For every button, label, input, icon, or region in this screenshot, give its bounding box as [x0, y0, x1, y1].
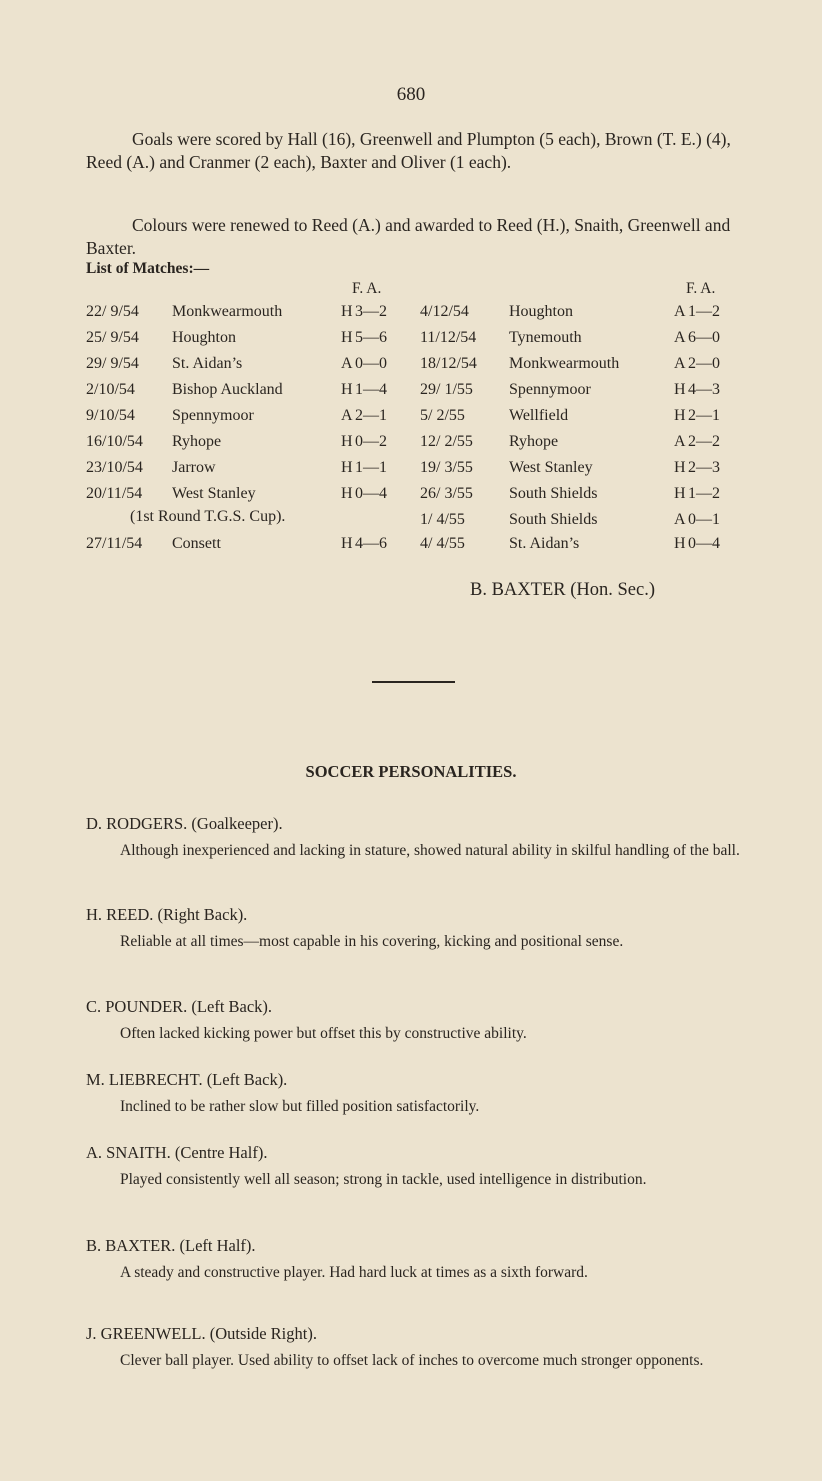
- match-opponent: Jarrow: [172, 459, 216, 476]
- personality-description: A steady and constructive player. Had hard luck at times as a sixth forward.: [120, 1264, 588, 1281]
- match-score: 6—0: [688, 329, 720, 346]
- list-title: List of Matches:—: [86, 260, 210, 277]
- match-row: [0, 355, 822, 379]
- match-row: [0, 433, 822, 457]
- personality-entry: [86, 1324, 746, 1371]
- match-venue: H: [341, 433, 353, 450]
- match-venue: A: [341, 355, 353, 372]
- match-opponent: St. Aidan’s: [509, 535, 580, 552]
- goals-paragraph: Goals were scored by Hall (16), Greenwell and Plumpton (5 each), Brown (T. E.) (4), Reed (A.) and Cranmer (2 each), Baxter and Oliver (1 each).: [86, 129, 731, 172]
- match-venue: H: [674, 535, 686, 552]
- match-date: 2/10/54: [86, 381, 135, 398]
- match-opponent: Ryhope: [172, 433, 222, 450]
- match-venue: H: [341, 381, 353, 398]
- personality-description: Inclined to be rather slow but filled position satisfactorily.: [120, 1098, 480, 1115]
- match-venue: H: [341, 535, 353, 552]
- match-date: 20/11/54: [86, 485, 143, 502]
- match-opponent: Monkwearmouth: [172, 303, 283, 320]
- match-score: 2—1: [688, 407, 720, 424]
- match-row: [0, 381, 822, 405]
- match-venue: H: [341, 459, 353, 476]
- match-opponent: Wellfield: [509, 407, 569, 424]
- match-score: 2—3: [688, 459, 720, 476]
- match-venue: A: [674, 329, 686, 346]
- match-opponent: Spennymoor: [172, 407, 254, 424]
- match-opponent: West Stanley: [172, 485, 256, 502]
- match-opponent: Houghton: [509, 303, 573, 320]
- match-date: 29/ 1/55: [420, 381, 473, 398]
- match-venue: A: [674, 433, 686, 450]
- match-venue: A: [341, 407, 353, 424]
- personality-name: B. BAXTER. (Left Half).: [86, 1236, 256, 1255]
- match-date: 5/ 2/55: [420, 407, 465, 424]
- match-venue: A: [674, 303, 686, 320]
- personality-name: H. REED. (Right Back).: [86, 905, 248, 924]
- match-row: [0, 511, 822, 535]
- match-score: 1—1: [355, 459, 387, 476]
- personality-name: A. SNAITH. (Centre Half).: [86, 1143, 268, 1162]
- match-opponent: Monkwearmouth: [509, 355, 620, 372]
- match-score: 4—6: [355, 535, 387, 552]
- personality-description: Clever ball player. Used ability to offset lack of inches to overcome much stronger opponents.: [120, 1352, 704, 1369]
- match-row: [0, 407, 822, 431]
- match-score: 1—2: [688, 485, 720, 502]
- cup-note: (1st Round T.G.S. Cup).: [130, 508, 286, 525]
- match-date: 29/ 9/54: [86, 355, 139, 372]
- match-date: 26/ 3/55: [420, 485, 473, 502]
- match-score: 0—4: [355, 485, 387, 502]
- section-heading: SOCCER PERSONALITIES.: [305, 762, 517, 781]
- match-opponent: Houghton: [172, 329, 236, 346]
- match-opponent: Consett: [172, 535, 221, 552]
- personality-entry: [86, 1070, 746, 1117]
- match-date: 25/ 9/54: [86, 329, 139, 346]
- match-row: [0, 459, 822, 483]
- match-score: 4—3: [688, 381, 720, 398]
- personality-name: M. LIEBRECHT. (Left Back).: [86, 1070, 288, 1089]
- personality-entry: [86, 814, 746, 861]
- match-date: 4/ 4/55: [420, 535, 465, 552]
- personality-entry: [86, 1143, 746, 1190]
- personality-entry: [86, 1236, 746, 1283]
- column-header-left: F. A.: [352, 280, 382, 297]
- match-venue: H: [674, 407, 686, 424]
- match-row: [0, 485, 822, 509]
- match-score: 5—6: [355, 329, 387, 346]
- column-header-right: F. A.: [686, 280, 716, 297]
- match-date: 1/ 4/55: [420, 511, 465, 528]
- page-number: 680: [396, 84, 426, 105]
- match-date: 23/10/54: [86, 459, 143, 476]
- personality-description: Reliable at all times—most capable in his covering, kicking and positional sense.: [120, 933, 624, 950]
- match-venue: H: [674, 381, 686, 398]
- match-date: 9/10/54: [86, 407, 135, 424]
- match-date: 27/11/54: [86, 535, 143, 552]
- personality-entry: [86, 997, 746, 1044]
- match-row: [0, 329, 822, 353]
- match-score: 2—2: [688, 433, 720, 450]
- match-venue: H: [674, 485, 686, 502]
- match-score: 1—2: [688, 303, 720, 320]
- match-venue: A: [674, 355, 686, 372]
- match-venue: H: [341, 329, 353, 346]
- match-date: 22/ 9/54: [86, 303, 139, 320]
- match-venue: H: [341, 303, 353, 320]
- personality-description: Played consistently well all season; strong in tackle, used intelligence in distribution.: [120, 1171, 647, 1188]
- personality-entry: [86, 905, 746, 952]
- match-row: [0, 535, 822, 559]
- match-score: 1—4: [355, 381, 387, 398]
- colours-paragraph: Colours were renewed to Reed (A.) and awarded to Reed (H.), Snaith, Greenwell and Baxter.: [86, 215, 731, 258]
- match-date: 11/12/54: [420, 329, 477, 346]
- match-opponent: Ryhope: [509, 433, 559, 450]
- match-date: 16/10/54: [86, 433, 143, 450]
- match-score: 0—2: [355, 433, 387, 450]
- match-opponent: St. Aidan’s: [172, 355, 243, 372]
- match-opponent: Bishop Auckland: [172, 381, 283, 398]
- match-row: [0, 303, 822, 327]
- match-venue: H: [341, 485, 353, 502]
- match-date: 12/ 2/55: [420, 433, 473, 450]
- personality-name: J. GREENWELL. (Outside Right).: [86, 1324, 317, 1343]
- match-date: 19/ 3/55: [420, 459, 473, 476]
- match-score: 3—2: [355, 303, 387, 320]
- match-score: 0—0: [355, 355, 387, 372]
- match-score: 0—1: [688, 511, 720, 528]
- match-score: 2—1: [355, 407, 387, 424]
- match-opponent: Spennymoor: [509, 381, 591, 398]
- match-opponent: West Stanley: [509, 459, 593, 476]
- match-opponent: Tynemouth: [509, 329, 582, 346]
- personality-description: Often lacked kicking power but offset this by constructive ability.: [120, 1025, 527, 1042]
- match-date: 4/12/54: [420, 303, 469, 320]
- personality-name: C. POUNDER. (Left Back).: [86, 997, 273, 1016]
- match-opponent: South Shields: [509, 511, 598, 528]
- match-venue: A: [674, 511, 686, 528]
- match-venue: H: [674, 459, 686, 476]
- personality-name: D. RODGERS. (Goalkeeper).: [86, 814, 283, 833]
- match-score: 2—0: [688, 355, 720, 372]
- match-date: 18/12/54: [420, 355, 477, 372]
- personality-description: Although inexperienced and lacking in stature, showed natural ability in skilful handling of the ball.: [120, 842, 740, 859]
- match-opponent: South Shields: [509, 485, 598, 502]
- divider: [372, 681, 455, 683]
- match-score: 0—4: [688, 535, 720, 552]
- signature: B. BAXTER (Hon. Sec.): [470, 580, 655, 600]
